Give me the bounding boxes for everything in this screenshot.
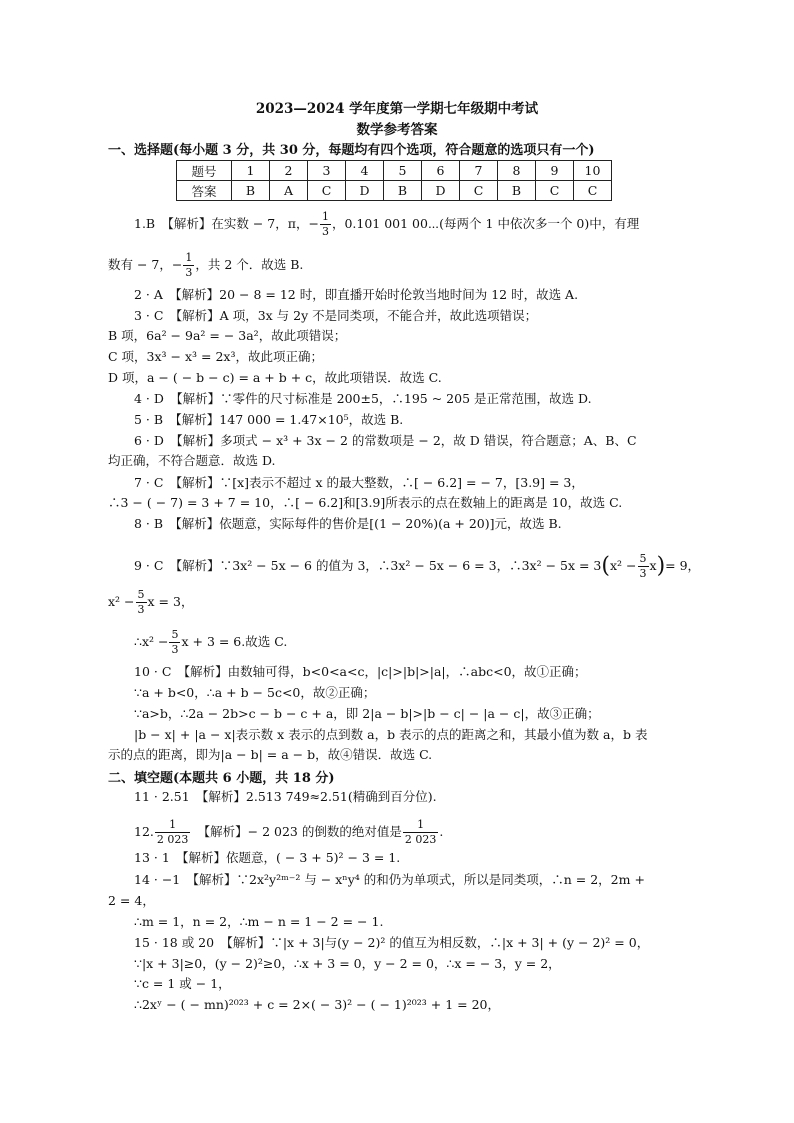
q5-line: 5 · B 【解析】147 000 = 1.47×10⁵，故选 B. [134, 412, 404, 427]
table-header-cell: 题号 [177, 161, 232, 181]
table-cell: C [460, 181, 498, 201]
q2-line: 2 · A 【解析】20 − 8 = 12 时，即直播开始时伦敦当地时间为 12 时，故选 A. [134, 287, 579, 302]
fraction: $\frac{1}{2 023}$ [404, 818, 437, 846]
table-cell: 7 [460, 161, 498, 181]
q15-line2: ∵|x + 3|≥0，(y − 2)²≥0，∴x + 3 = 0，y − 2 = 0，∴x = − 3，y = 2， [134, 956, 561, 971]
table-row [177, 161, 612, 181]
q7-line1: 7 · C 【解析】∵[x]表示不超过 x 的最大整数，∴[ − 6.2] = − 7，[3.9] = 3， [134, 475, 584, 490]
fraction: $\frac{5}{3}$ [137, 588, 145, 616]
q9-line2: x² − $\frac{5}{3}$ x = 3， [108, 588, 194, 616]
q15-line4: ∴2xʸ − ( − mn)²⁰²³ + c = 2×( − 3)² − ( − 1)²⁰²³ + 1 = 20， [134, 997, 500, 1012]
q9-line3: ∴x² − $\frac{5}{3}$ x + 3 = 6.故选 C. [134, 628, 288, 656]
q11-line: 11 · 2.51 【解析】2.513 749≈2.51(精确到百分位). [134, 789, 437, 804]
table-cell: 8 [498, 161, 536, 181]
q1-line2: 数有 − 7，− $\frac{1}{3}$ ，共 2 个．故选 B. [108, 251, 304, 279]
q7-line2: ∴3 − ( − 7) = 3 + 7 = 10，∴[ − 6.2]和[3.9]所表示的点在数轴上的距离是 10，故选 C. [108, 495, 623, 510]
q14-line1: 14 · −1 【解析】∵2x²y²ᵐ⁻² 与 − xⁿy⁴ 的和仍为单项式，所以是同类项，∴n = 2，2m + [134, 872, 645, 887]
q6-line1: 6 · D 【解析】多项式 − x³ + 3x − 2 的常数项是 − 2，故 D 错误，符合题意；A、B、C [134, 433, 637, 448]
table-cell: A [270, 181, 308, 201]
table-cell: 6 [422, 161, 460, 181]
q3-line4: D 项，a − ( − b − c) = a + b + c，故此项错误．故选 C. [108, 370, 442, 385]
q10-line3: ∵a>b，∴2a − 2b>c − b − c + a，即 2|a − b|>|b − c| − |a − c|，故③正确； [134, 706, 600, 721]
table-cell: 2 [270, 161, 308, 181]
table-header-cell: 答案 [177, 181, 232, 201]
answer-table [176, 160, 612, 201]
q10-line5: 示的点的距离，即为|a − b| = a − b，故④错误．故选 C. [108, 747, 433, 762]
q13-line: 13 · 1 【解析】依题意，( − 3 + 5)² − 3 = 1. [134, 850, 401, 865]
section-heading-choice: 一、选择题(每小题 3 分，共 30 分，每题均有四个选项，符合题意的选项只有一个) [108, 143, 595, 158]
table-cell: B [232, 181, 270, 201]
q4-line: 4 · D 【解析】∵零件的尺寸标准是 200±5，∴195 ~ 205 是正常范围，故选 D. [134, 391, 592, 406]
q10-line4: |b − x| + |a − x|表示数 x 表示的点到数 a，b 表示的点的距离之和，其最小值为数 a，b 表 [134, 727, 648, 742]
q8-line: 8 · B 【解析】依题意，实际每件的售价是[(1 − 20%)(a + 20)]元，故选 B. [134, 516, 562, 531]
section-heading-fill: 二、填空题(本题共 6 小题，共 18 分) [108, 771, 335, 786]
table-cell: D [422, 181, 460, 201]
table-cell: B [384, 181, 422, 201]
table-row [177, 181, 612, 201]
q15-line3: ∵c = 1 或 − 1， [134, 976, 231, 991]
q15-line1: 15 · 18 或 20 【解析】∵|x + 3|与(y − 2)² 的值互为相反数，∴|x + 3| + (y − 2)² = 0， [134, 935, 650, 950]
q9-line1: 9 · C 【解析】∵3x² − 5x − 6 的值为 3，∴3x² − 5x − 6 = 3，∴3x² − 5x = 3(x² − $\frac{5}{3}$ x)= 9， [134, 552, 701, 580]
page-title: 2023—2024 学年度第一学期七年级期中考试 [255, 101, 539, 117]
q3-line1: 3 · C 【解析】A 项，3x 与 2y 不是同类项，不能合并，故此选项错误； [134, 308, 538, 323]
table-cell: 5 [384, 161, 422, 181]
table-cell: 9 [536, 161, 574, 181]
table-cell: B [498, 181, 536, 201]
table-cell: 10 [574, 161, 612, 181]
q14-line3: ∴m = 1，n = 2，∴m − n = 1 − 2 = − 1. [134, 914, 384, 929]
table-cell: 4 [346, 161, 384, 181]
fraction: $\frac{1}{2 023}$ [156, 818, 189, 846]
q12-line: 12. $\frac{1}{2 023}$ 【解析】− 2 023 的倒数的绝对值是 $\frac{1}{2 023}$ . [134, 818, 444, 846]
q3-line3: C 项，3x³ − x³ = 2x³，故此项正确； [108, 349, 323, 364]
fraction: $\frac{5}{3}$ [171, 628, 179, 656]
q1-line1: 1.B 【解析】在实数 − 7，π，− $\frac{1}{3}$ ，0.101 001 00⋯(每两个 1 中依次多一个 0)中，有理 [134, 210, 640, 238]
fraction: $\frac{1}{3}$ [321, 210, 329, 238]
table-cell: D [346, 181, 384, 201]
fraction: $\frac{5}{3}$ [639, 552, 647, 580]
q10-line2: ∵a + b<0，∴a + b − 5c<0，故②正确； [134, 685, 376, 700]
table-cell: C [574, 181, 612, 201]
q3-line2: B 项，6a² − 9a² = − 3a²，故此项错误； [108, 328, 347, 343]
table-cell: C [536, 181, 574, 201]
q10-line1: 10 · C 【解析】由数轴可得，b<0<a<c，|c|>|b|>|a|，∴abc<0，故①正确； [134, 664, 587, 679]
fraction: $\frac{1}{3}$ [185, 251, 193, 279]
q14-line2: 2 = 4， [108, 893, 155, 908]
page-subtitle: 数学参考答案 [356, 122, 438, 138]
q6-line2: 均正确，不符合题意．故选 D. [108, 453, 276, 468]
table-cell: 1 [232, 161, 270, 181]
table-cell: 3 [308, 161, 346, 181]
table-cell: C [308, 181, 346, 201]
